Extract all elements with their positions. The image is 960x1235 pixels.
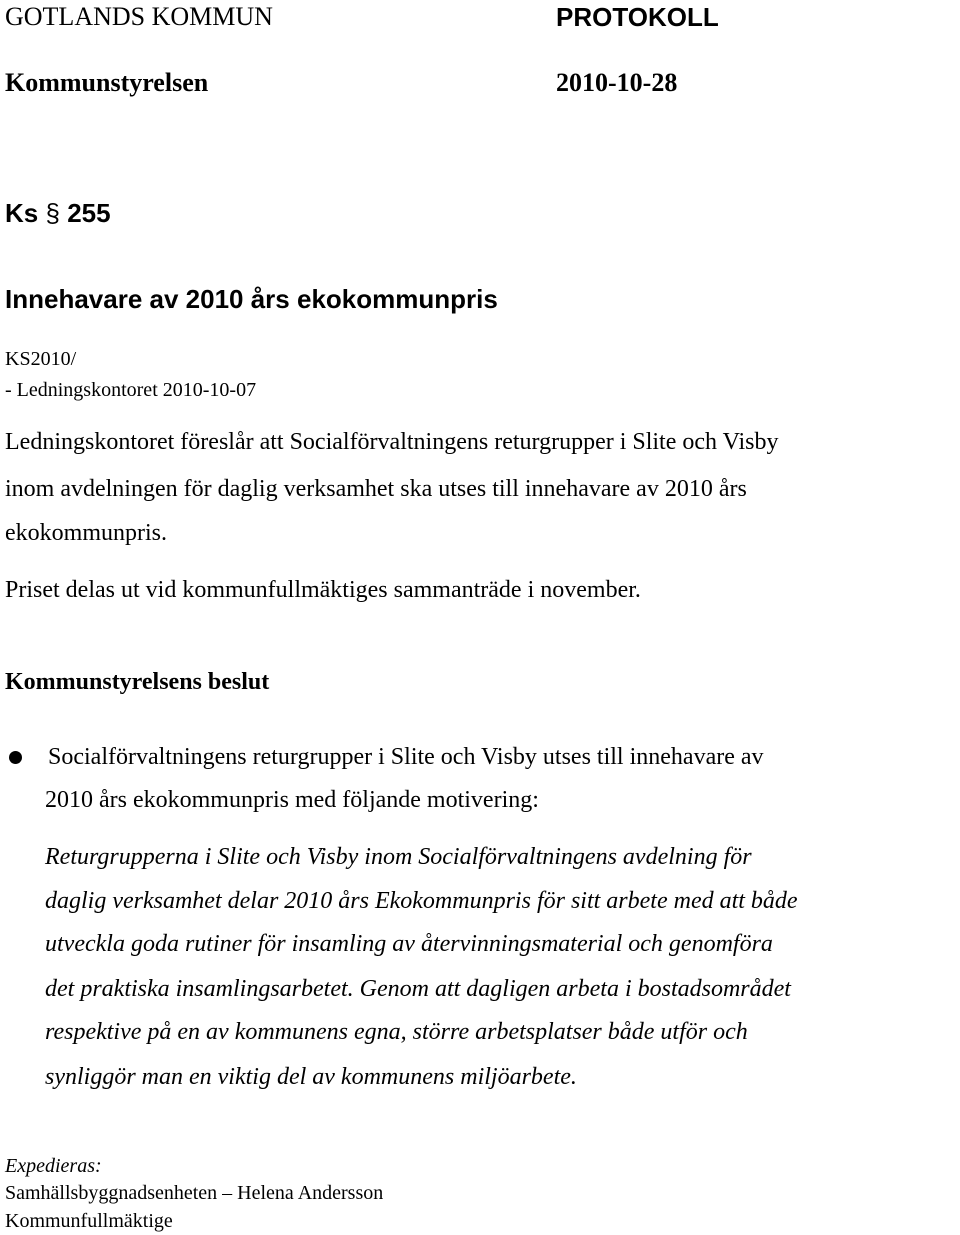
organization-name: GOTLANDS KOMMUN — [5, 2, 273, 31]
document-type: PROTOKOLL — [556, 2, 719, 32]
intro-line: Ledningskontoret föreslår att Socialförvaltningens returgrupper i Slite och Visby — [5, 429, 779, 455]
section-value: 255 — [67, 198, 111, 228]
motivation-line: respektive på en av kommunens egna, större arbetsplatser både utför och — [45, 1019, 748, 1045]
source-reference: - Ledningskontoret 2010-10-07 — [5, 379, 257, 401]
bullet-icon — [9, 751, 22, 764]
distribution-recipient: Samhällsbyggnadsenheten – Helena Andersson — [5, 1182, 384, 1204]
decision-heading: Kommunstyrelsens beslut — [5, 669, 270, 695]
motivation-line: utveckla goda rutiner för insamling av återvinningsmaterial och genomföra — [45, 931, 773, 957]
distribution-label: Expedieras: — [5, 1155, 102, 1177]
intro-line: ekokommunpris. — [5, 520, 167, 546]
meeting-date: 2010-10-28 — [556, 68, 678, 97]
motivation-line: synliggör man en viktig del av kommunens miljöarbete. — [45, 1064, 577, 1090]
decision-bullet-line: 2010 års ekokommunpris med följande motivering: — [45, 787, 539, 813]
governing-body: Kommunstyrelsen — [5, 68, 209, 97]
intro-line: Priset delas ut vid kommunfullmäktiges sammanträde i november. — [5, 577, 641, 603]
motivation-line: Returgrupperna i Slite och Visby inom Socialförvaltningens avdelning för — [45, 844, 752, 870]
section-prefix: Ks — [5, 198, 39, 228]
decision-bullet-line: Socialförvaltningens returgrupper i Slite och Visby utses till innehavare av — [48, 744, 764, 770]
section-number — [5, 197, 111, 229]
intro-line: inom avdelningen för daglig verksamhet ska utses till innehavare av 2010 års — [5, 476, 747, 502]
motivation-line: daglig verksamhet delar 2010 års Ekokommunpris för sitt arbete med att både — [45, 888, 798, 914]
motivation-line: det praktiska insamlingsarbetet. Genom att dagligen arbeta i bostadsområdet — [45, 976, 791, 1002]
distribution-recipient: Kommunfullmäktige — [5, 1210, 173, 1232]
case-reference: KS2010/ — [5, 348, 77, 370]
section-sign: § — [45, 198, 60, 228]
page-title: Innehavare av 2010 års ekokommunpris — [5, 284, 498, 314]
